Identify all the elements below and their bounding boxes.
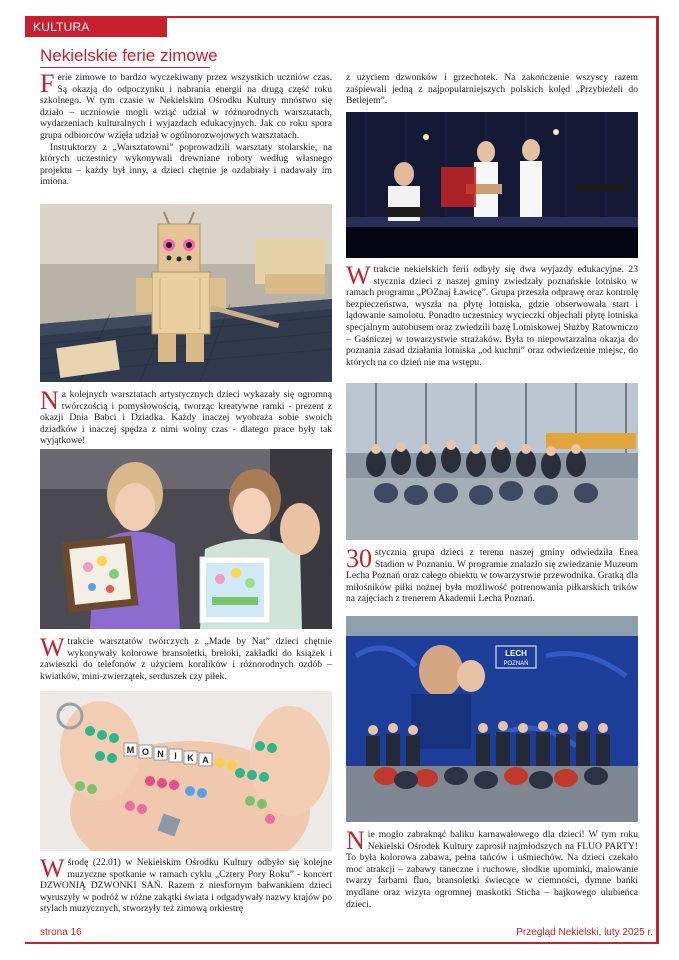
party-paragraph: ie mogło zabraknąć baliku karnawałowego dla dzieci! W tym roku Nekielski Ośrodek Kultury zaprosił najmłodszych na FLUO PARTY! To była kolorowa zabawa, pełna tańców i uśmiechów. Na dzieci czekało moc atrakcji – zabawy taneczne i ruchowe, słodkie upominki, malowanie twarzy farbami fluo, bransoletki świecące w ciemności, dymne bańki mydlane oraz wizyta ogromnej maskotki Sticha – bajkowego ulubieńca dzieci. [346,829,638,910]
title-underline [40,67,210,68]
bead-letter: I [174,751,177,761]
dropcap: W [40,854,65,883]
stadium-sign-text: LECH [505,649,527,658]
dropcap: N [346,826,365,855]
publication-info: Przegląd Nekielski, luty 2025 r. [516,927,653,938]
frames-text [40,386,332,447]
concert-paragraph: środę (22.01) w Nekielskim Ośrodku Kultury odbyło się kolejne muzyczne spotkanie w ramach cyklu „Cztery Pory Roku” - koncert DZWONIĄ DZWONKI SAŃ. Razem z niesfornym bałwankiem dzieci wyruszyły w podróż w różne zakątki świata i odgadywały nazwy krajów po stylach muzycznych, stworzyły też zimową orkiestrę [40,857,332,915]
stadium-paragraph: stycznia grupa dzieci z terenu naszej gminy odwiedziła Enea Stadion w Poznaniu. W programie znalazło się zwiedzanie Muzeum Lecha Poznań oraz całego obiektu w towarzystwie przewodnika. Gratką dla miłośników piłki nożnej była możliwość potrenowania piłkarskich trików na zajęciach z trenerem Akademii Lecha Poznań. [346,547,638,605]
intro-paragraph: erie zimowe to bardzo wyczekiwany przez wszystkich uczniów czas. Są okazją do odpoczynku i nabrania energii na drugą część roku szkolnego. W tym czasie w Nekielskim Ośrodku Kultury mnóstwo się działo – uczniowie mogli wziąć udział w różnorodnych warsztatach, wydarzeniach kulturalnych i wyjazdach edukacyjnych. Jak co roku spora grupa odbiorców wzięła udział w ogólnorozwojowych warsztatach. [40,72,332,141]
beads-text [40,633,332,682]
footer-rule [25,942,659,944]
dropcap: W [40,633,65,662]
dropcap: W [346,261,371,290]
workshop-paragraph: Instruktorzy z „Warsztatowni” poprowadzili warsztaty stolarskie, na których uczestnicy wykonywali drewniane roboty według własnego projektu – każdy był inny, a dzieci chętnie je ozdabiały i nadawały im imiona. [40,141,332,188]
frames-photo [40,449,332,629]
airport-paragraph: trakcie nekielskich ferii odbyły się dwa wyjazdy edukacyjne. 23 stycznia dzieci z naszej gminy zwiedzały poznańskie lotnisko w ramach programu „POZnaj Ławicę”. Grupa przeszła odprawę oraz kontrolę bezpieczeństwa, wyszła na płytę lotniska, gdzie obserwowała start i lądowanie samolotu. Ponadto uczestnicy wycieczki objechali płytę lotniska specjalnym autobusem oraz zwiedzili bazę Lotniskowej Służby Ratowniczo – Gaśniczej w towarzystwie strażaków. Była to niepowtarzalna okazja do poznania zasad działania lotniska „od kuchni” oraz odwiedzenie miejsc, do których na co dzień nie ma wstępu. [346,264,638,368]
bead-letter: K [187,753,194,763]
page-number: strona 16 [40,927,82,938]
section-label: KULTURA [25,17,167,37]
wooden-robot-photo [40,204,332,382]
bead-letter: M [126,745,135,755]
intro-text [40,69,332,188]
concert-text [40,854,332,915]
stadium-text [346,544,638,605]
dropcap-number: 30 [346,544,372,573]
article-title: Nekielskie ferie zimowe [40,46,218,65]
concert-continued [346,72,638,107]
stadium-sign-subtext: POZNAŃ [503,661,529,667]
right-border [656,16,659,944]
beads-paragraph: trakcie warsztatów twórczych z „Made by Nat” dzieci chętnie wykonywały kolorowe bransoletki, breloki, zakładki do książek i zawieszki do telefonów z użyciem koralików i różnorodnych ozdób – kwiatków, mini-zwierzątek, serduszek czy piłek. [40,636,332,682]
stadium-group-photo [346,616,638,822]
airport-group-photo [346,383,638,540]
bead-letter: A [202,755,209,765]
airport-text [346,261,638,368]
party-text [346,826,638,910]
dropcap: N [40,386,59,415]
bracelets-photo [40,691,332,851]
frames-paragraph: a kolejnych warsztatach artystycznych dzieci wykazały się ogromną twórczością i pomysłowością, tworząc kreatywne ramki - prezent z okazji Dnia Babci i Dziadka. Każdy inaczej wyobraża sobie swoich dziadków i inaczej spędza z nimi wolny czas - dlatego prace były tak wyjątkowe! [40,389,332,447]
concert-paragraph-continued: z użyciem dzwonków i grzechotek. Na zakończenie wszyscy razem zaśpiewali jedną z najpopularniejszych polskich kolęd „Przybieżeli do Betlejem”. [346,72,638,107]
concert-photo [346,112,638,258]
dropcap: F [40,69,55,98]
bead-letter: N [157,749,164,759]
bead-letter: O [141,747,150,757]
